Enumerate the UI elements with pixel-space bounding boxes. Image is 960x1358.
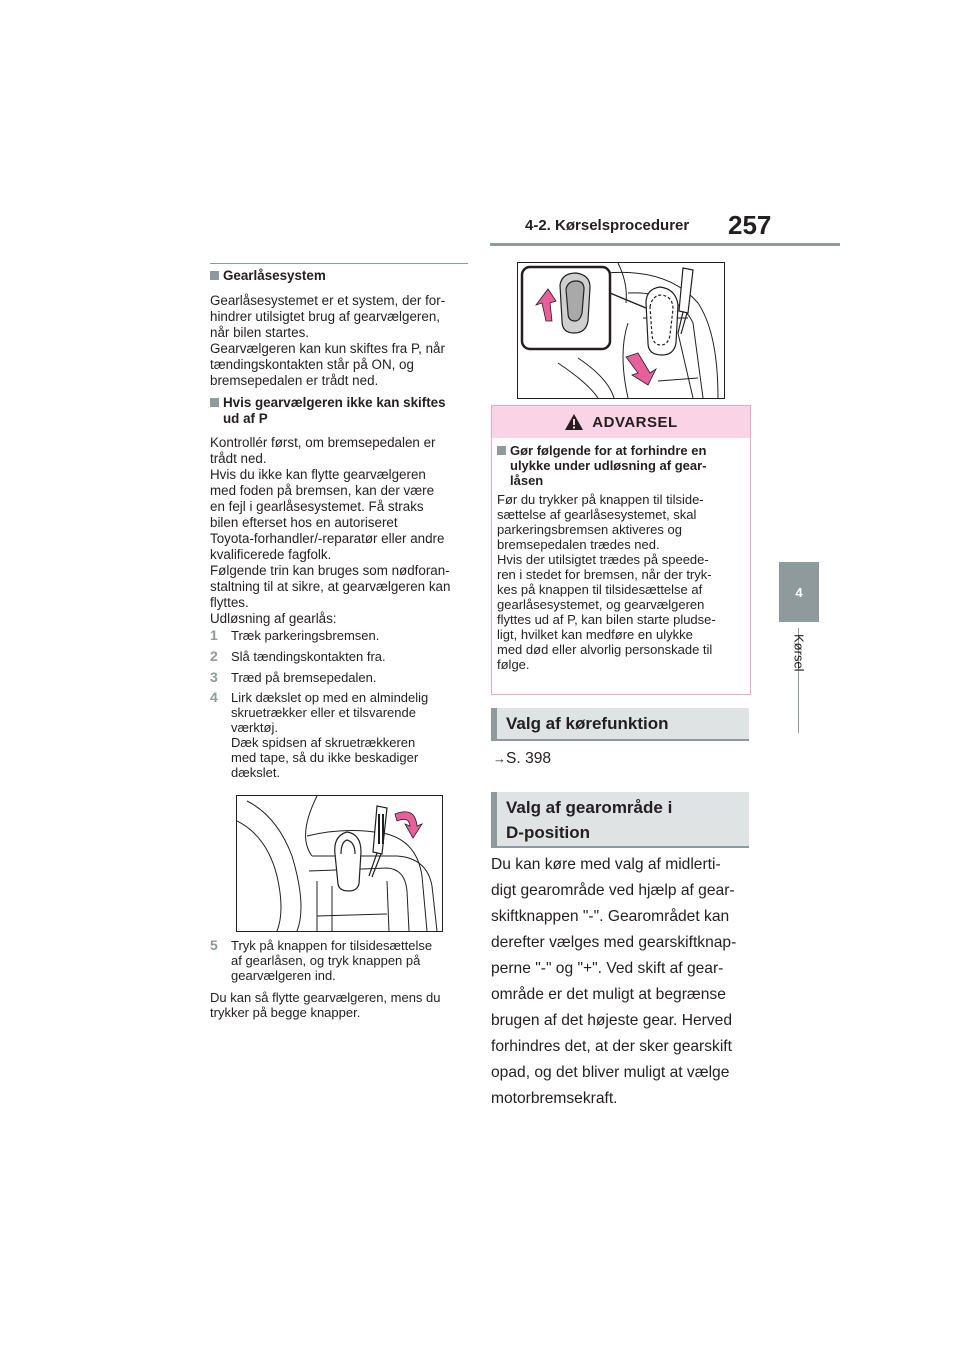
text-line: låsen xyxy=(510,473,544,488)
section-title: 4-2. Kørselsprocedurer xyxy=(525,217,690,234)
text-line: Tryk på knappen for tilsidesættelse xyxy=(231,938,433,953)
text-line: Gearlåsesystemet er et system, der for- xyxy=(210,293,446,308)
step-5 xyxy=(210,938,468,983)
text-line: Udløsning af gearlås: xyxy=(210,611,337,626)
chapter-tab-number: 4 xyxy=(779,562,819,622)
text-line: ren i stedet for bremsen, når der tryk- xyxy=(497,567,712,582)
step-number: 5 xyxy=(210,937,218,953)
text-line: Slå tændingskontakten fra. xyxy=(231,649,386,664)
text-line: Toyota-forhandler/-reparatør eller andre xyxy=(210,531,445,546)
text-line: en fejl i gearlåsesystemet. Få straks xyxy=(210,499,424,514)
text-line: skruetrækker eller et tilsvarende xyxy=(231,705,416,720)
step-number: 4 xyxy=(210,689,218,705)
text-line: værktøj. xyxy=(231,720,278,735)
text-line: ligt, hvilket kan medføre en ulykke xyxy=(497,627,693,642)
gear-lock-heading xyxy=(210,268,468,284)
text-line: Træd på bremsepedalen. xyxy=(231,670,377,685)
text-line: bilen efterset hos en autoriseret xyxy=(210,515,398,530)
square-bullet-icon xyxy=(497,446,506,455)
step-number: 2 xyxy=(210,648,218,664)
step-3 xyxy=(210,670,468,685)
pry-cover-illustration xyxy=(237,796,442,931)
text-line: Lirk dækslet op med en almindelig xyxy=(231,690,429,705)
text-line: Før du trykker på knappen til tilside- xyxy=(497,492,704,507)
column-top-rule xyxy=(210,263,468,264)
text-line: gearvælgeren ind. xyxy=(231,968,336,983)
step-1 xyxy=(210,628,468,643)
page-reference-link[interactable]: S. 398 xyxy=(506,750,552,767)
text-line: Dæk spidsen af skruetrækkeren xyxy=(231,735,416,750)
text-line: bremsepedalen er trådt ned. xyxy=(210,373,379,388)
warning-box xyxy=(491,405,751,695)
text-line: område er det muligt at begrænse xyxy=(491,986,726,1003)
text-line: med tape, så du ikke beskadiger xyxy=(231,750,419,765)
figure-gear-selector xyxy=(517,262,725,399)
text-line: når bilen startes. xyxy=(210,325,309,340)
text-line: sættelse af gearlåsesystemet, skal xyxy=(497,507,697,522)
cannot-shift-body xyxy=(210,435,468,627)
heading-line: D-position xyxy=(506,823,591,842)
text-line: Træk parkeringsbremsen. xyxy=(231,628,380,643)
cannot-shift-section xyxy=(210,395,468,627)
text-line: Du kan så flytte gearvælgeren, mens du xyxy=(210,990,441,1005)
text-line: bremsepedalen trædes ned. xyxy=(497,537,660,552)
text-line: kes på knappen til tilsidesættelse af xyxy=(497,582,703,597)
step-number: 1 xyxy=(210,627,218,643)
text-line: følge. xyxy=(497,657,530,672)
warning-heading xyxy=(497,443,747,488)
warning-header xyxy=(492,406,750,438)
heading-line: Valg af gearområde i xyxy=(506,798,673,817)
cannot-shift-heading-line1: Hvis gearvælgeren ikke kan skiftes xyxy=(223,395,446,410)
step-2 xyxy=(210,649,468,664)
text-line: Hvis der utilsigtet trædes på speede- xyxy=(497,552,709,567)
page-number: 257 xyxy=(728,210,772,240)
gear-lock-body xyxy=(210,293,468,389)
gear-range-rule xyxy=(491,846,749,848)
text-line: parkeringsbremsen aktiveres og xyxy=(497,522,682,537)
cannot-shift-heading xyxy=(210,395,468,411)
text-line: med død eller alvorlig personskade til xyxy=(497,642,713,657)
text-line: af gearlåsen, og tryk knappen på xyxy=(231,953,421,968)
chapter-tab-label: Kørsel xyxy=(791,634,807,672)
drive-mode-rule xyxy=(491,739,749,741)
step-4 xyxy=(210,690,468,780)
arrow-right-icon: → xyxy=(493,751,506,766)
text-line: hindrer utilsigtet brug af gearvælgeren, xyxy=(210,309,441,324)
warning-body xyxy=(497,492,747,672)
text-line: staltning til at sikre, at gearvælgeren kan xyxy=(210,579,451,594)
text-line: skiftknappen "-". Gearområdet kan xyxy=(491,908,730,925)
text-line: Hvis du ikke kan flytte gearvælgeren xyxy=(210,467,426,482)
gear-lock-heading-text: Gearlåsesystem xyxy=(223,268,326,283)
warning-title: ADVARSEL xyxy=(592,413,678,431)
text-line: forhindres det, at der sker gearskift xyxy=(491,1038,732,1055)
text-line: kvalificerede fagfolk. xyxy=(210,547,332,562)
text-line: gearlåsesystemet, og gearvælgeren xyxy=(497,597,705,612)
text-line: tændingskontakten står på ON, og xyxy=(210,357,414,372)
gear-lock-section xyxy=(210,268,468,389)
text-line: dækslet. xyxy=(231,765,281,780)
text-line: flyttes ud af P, kan bilen starte pludse- xyxy=(497,612,716,627)
text-line: motorbremsekraft. xyxy=(491,1090,618,1107)
drive-mode-heading: Valg af kørefunktion xyxy=(491,708,749,739)
text-line: Gearvælgeren kan kun skiftes fra P, når xyxy=(210,341,445,356)
text-line: Følgende trin kan bruges som nødforan- xyxy=(210,563,450,578)
text-line: digt gearområde ved hjælp af gear- xyxy=(491,882,735,899)
gear-range-heading xyxy=(491,792,749,846)
gear-range-body xyxy=(491,852,761,1112)
text-line: Du kan køre med valg af midlerti- xyxy=(491,856,721,873)
text-line: trådt ned. xyxy=(210,451,267,466)
header-rule xyxy=(490,243,840,246)
down-arrow-icon xyxy=(626,353,656,385)
text-line: med foden på bremsen, kan der være xyxy=(210,483,435,498)
text-line: ulykke under udløsning af gear- xyxy=(510,458,707,473)
text-line: opad, og det bliver muligt at vælge xyxy=(491,1064,730,1081)
text-line: Kontrollér først, om bremsepedalen er xyxy=(210,435,436,450)
text-line: brugen af det højeste gear. Herved xyxy=(491,1012,732,1029)
rotate-arrow-icon xyxy=(395,812,422,838)
step-number: 3 xyxy=(210,669,218,685)
square-bullet-icon xyxy=(210,398,219,407)
final-note xyxy=(210,990,468,1020)
text-line: trykker på begge knapper. xyxy=(210,1005,361,1020)
square-bullet-icon xyxy=(210,271,219,280)
text-line: flyttes. xyxy=(210,595,249,610)
drive-mode-ref xyxy=(493,750,551,768)
figure-pry-cover xyxy=(236,795,443,932)
text-line: perne "-" og "+". Ved skift af gear- xyxy=(491,960,724,977)
gear-selector-illustration xyxy=(518,263,724,398)
cannot-shift-heading-line2: ud af P xyxy=(223,411,268,426)
warning-triangle-icon xyxy=(564,413,584,431)
text-line: Gør følgende for at forhindre en xyxy=(510,443,707,458)
text-line: derefter vælges med gearskiftknap- xyxy=(491,934,737,951)
